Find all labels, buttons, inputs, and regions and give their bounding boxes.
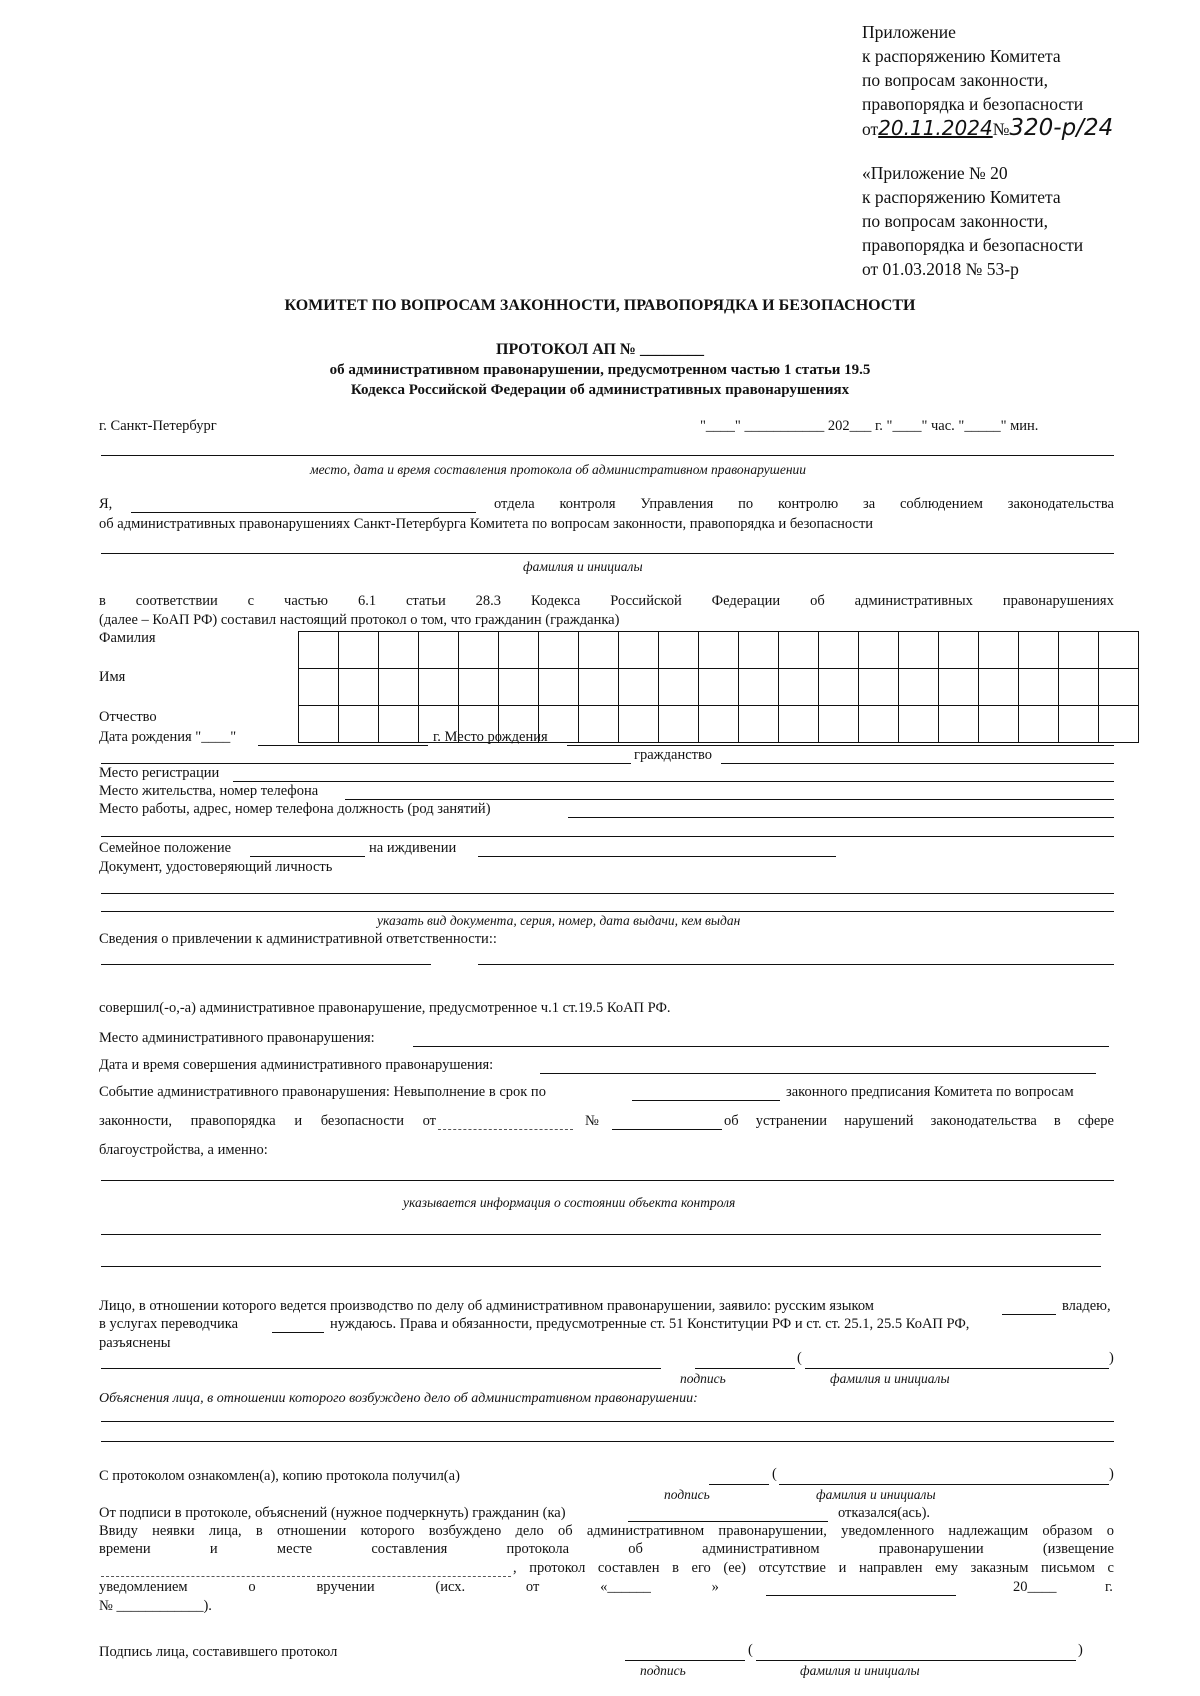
acquainted-sign-line[interactable] <box>709 1484 769 1485</box>
officer-name-line <box>131 512 476 513</box>
rights-paren-open: ( <box>797 1350 802 1366</box>
offense-place-line[interactable] <box>413 1046 1109 1047</box>
i-label: Я, <box>99 496 113 512</box>
registration-line[interactable] <box>233 781 1114 782</box>
appendix-line: по вопросам законности, <box>862 70 1048 90</box>
acquainted-text: С протоколом ознакомлен(а), копию протокола получил(а) <box>99 1468 460 1484</box>
word: правонарушениях <box>1002 593 1114 609</box>
word: (извещение <box>1042 1541 1114 1557</box>
event-no-line[interactable] <box>612 1129 722 1130</box>
word: «______ <box>600 1579 651 1595</box>
word: статьи <box>406 593 446 609</box>
caption-doc: указать вид документа, серия, номер, дата выдачи, кем выдан <box>377 913 741 928</box>
citizenship-label: гражданство <box>634 747 712 763</box>
absence-line-4 <box>99 1579 719 1596</box>
word: вручении <box>316 1579 375 1595</box>
birth-date-line[interactable] <box>258 745 428 746</box>
word: и <box>209 1541 218 1557</box>
refused-line[interactable] <box>628 1521 828 1522</box>
word: о <box>248 1579 256 1595</box>
person-line-2a: в услугах переводчика <box>99 1316 239 1332</box>
offense-time-line[interactable] <box>540 1073 1096 1074</box>
registration-label: Место регистрации <box>99 765 220 781</box>
appendix-block <box>862 20 1083 116</box>
refused-text: От подписи в протоколе, объяснений (нужное подчеркнуть) гражданин (ка) <box>99 1505 566 1521</box>
caption-fio-3: фамилия и инициалы <box>816 1487 936 1502</box>
accordance-line-2: (далее – КоАП РФ) составил настоящий протокол о том, что гражданин (гражданка) <box>99 612 620 628</box>
letter-number: № ____________). <box>99 1598 212 1614</box>
caption-fio: фамилия и инициалы <box>523 559 643 574</box>
id-doc-line-1[interactable] <box>101 893 1114 894</box>
name-grid[interactable] <box>298 631 1139 743</box>
word: Кодекса <box>530 593 581 609</box>
interpreter-line[interactable] <box>272 1332 324 1333</box>
person-line-3: разъяснены <box>99 1335 171 1351</box>
signer-paren-close: ) <box>1078 1642 1083 1658</box>
grid-row-name[interactable] <box>299 669 1139 706</box>
appendix20-line: «Приложение № 20 <box>862 163 1008 183</box>
word: » <box>711 1579 719 1595</box>
object-line[interactable] <box>101 1180 1114 1181</box>
offense-time-label: Дата и время совершения административного правонарушения: <box>99 1057 494 1073</box>
absence-line-2 <box>99 1541 1114 1558</box>
person-line-1a: Лицо, в отношении которого ведется производство по делу об административном правонарушении, заявило: русским языком <box>99 1298 874 1314</box>
committee-title: КОМИТЕТ ПО ВОПРОСАМ ЗАКОННОСТИ, ПРАВОПОРЯДКА И БЕЗОПАСНОСТИ <box>284 297 916 314</box>
caption-sign-2: подпись <box>664 1487 710 1502</box>
name-label: Имя <box>99 669 126 685</box>
event-term-line[interactable] <box>632 1100 780 1101</box>
work-line[interactable] <box>568 817 1114 818</box>
word: частью <box>284 593 328 609</box>
appendix20-line: по вопросам законности, <box>862 211 1048 231</box>
rights-line[interactable] <box>101 1368 661 1369</box>
prior-line[interactable] <box>101 964 431 965</box>
accordance-line <box>99 593 1114 610</box>
acq-paren-close: ) <box>1109 1466 1114 1482</box>
refused-text-b: отказался(ась). <box>838 1505 931 1521</box>
grid-row-surname[interactable] <box>299 632 1139 669</box>
handwritten-date-line <box>862 116 1113 141</box>
word: составления <box>371 1541 448 1557</box>
caption-object: указывается информация о состоянии объекта контроля <box>403 1195 736 1210</box>
id-doc-line-2[interactable] <box>101 911 1114 912</box>
rights-sign-line[interactable] <box>695 1368 795 1369</box>
dept-text: отдела контроля Управления по контролю за соблюдением законодательства <box>494 496 1114 512</box>
word: административном <box>702 1541 820 1557</box>
event-line-3: об устранении нарушений законодательства в сфере <box>724 1113 1114 1129</box>
appendix20-line: от 01.03.2018 № 53-р <box>862 259 1019 279</box>
event-line-4: благоустройства, а именно: <box>99 1142 268 1158</box>
event-date-line[interactable] <box>438 1129 573 1130</box>
appendix20-line: правопорядка и безопасности <box>862 235 1084 255</box>
word: уведомлением <box>99 1579 188 1595</box>
notice-line[interactable] <box>101 1576 511 1577</box>
birth-place-label: г. Место рождения <box>433 729 548 745</box>
event-line-2: законности, правопорядка и безопасности от <box>99 1113 436 1129</box>
word: в <box>99 593 106 609</box>
word: от <box>525 1579 540 1595</box>
caption-fio-2: фамилия и инициалы <box>830 1371 950 1386</box>
appendix-line: к распоряжению Комитета <box>862 46 1061 66</box>
patronymic-label: Отчество <box>99 709 157 725</box>
word: административных <box>854 593 973 609</box>
datetime-line: "____" ___________ 202___ г. "____" час. "_____" мин. <box>700 418 1039 434</box>
committed-text: совершил(-о,-а) административное правонарушение, предусмотренное ч.1 ст.19.5 КоАП РФ. <box>99 1000 671 1016</box>
handwritten-date: 20.11.2024 <box>878 116 993 140</box>
explanations-label: Объяснения лица, в отношении которого возбуждено дело об административном правонарушении: <box>99 1391 698 1406</box>
word: с <box>247 593 255 609</box>
dependents-line[interactable] <box>478 856 836 857</box>
place-line <box>101 455 1114 456</box>
rights-fio-line[interactable] <box>805 1368 1109 1369</box>
explanations-line-1[interactable] <box>101 1421 1114 1422</box>
protocol-subtitle-1: об административном правонарушении, предусмотренном частью 1 статьи 19.5 <box>329 362 871 378</box>
prior-label: Сведения о привлечении к административной ответственности:: <box>99 931 497 947</box>
word: времени <box>99 1541 151 1557</box>
birth-place-line-2[interactable] <box>101 763 631 764</box>
residence-line[interactable] <box>345 799 1114 800</box>
citizenship-line[interactable] <box>721 763 1114 764</box>
surname-label: Фамилия <box>99 630 156 646</box>
absence-line-1: Ввиду неявки лица, в отношении которого возбуждено дело об административном правонарушении, уведомленного надлежащим образом о <box>99 1523 1114 1539</box>
dept-text-2: об административных правонарушениях Санкт-Петербурга Комитета по вопросам законности, правопорядка и безопасности <box>99 516 874 532</box>
id-doc-label: Документ, удостоверяющий личность <box>99 859 333 875</box>
caption-sign-3: подпись <box>640 1663 686 1678</box>
from-label: от <box>862 119 879 139</box>
signer-fio-line[interactable] <box>756 1660 1076 1661</box>
absence-line-3: , протокол составлен в его (ее) отсутствие и направлен ему заказным письмом с <box>513 1560 1114 1576</box>
object-line-2[interactable] <box>101 1234 1101 1235</box>
birth-place-line[interactable] <box>567 745 1114 746</box>
appendix-line: правопорядка и безопасности <box>862 94 1084 114</box>
city: г. Санкт-Петербург <box>99 418 217 434</box>
event-label: Событие административного правонарушения: Невыполнение в срок по <box>99 1084 546 1100</box>
birth-date-label: Дата рождения "____" <box>99 729 237 745</box>
number-label: № <box>992 119 1010 139</box>
signer-sign-line[interactable] <box>625 1660 745 1661</box>
offense-place-label: Место административного правонарушения: <box>99 1030 375 1046</box>
word: месте <box>276 1541 313 1557</box>
year-20: 20____ <box>1013 1579 1057 1595</box>
person-line-1b: владею, <box>1062 1298 1111 1314</box>
letter-month-line[interactable] <box>766 1595 956 1596</box>
explanations-line-2[interactable] <box>101 1441 1114 1442</box>
word: правонарушении <box>878 1541 984 1557</box>
word: (исх. <box>435 1579 466 1595</box>
prior-line-2[interactable] <box>478 964 1114 965</box>
event-prescription: законного предписания Комитета по вопросам <box>786 1084 1074 1100</box>
residence-label: Место жительства, номер телефона <box>99 783 319 799</box>
word: 6.1 <box>357 593 377 609</box>
word: об <box>810 593 825 609</box>
signer-label: Подпись лица, составившего протокол <box>99 1644 338 1660</box>
family-line[interactable] <box>250 856 365 857</box>
appendix20-block <box>862 161 1083 281</box>
acquainted-fio-line[interactable] <box>779 1484 1109 1485</box>
g-label: г. <box>1105 1579 1113 1595</box>
person-line-2b: нуждаюсь. Права и обязанности, предусмотренные ст. 51 Конституции РФ и ст. ст. 25.1, 25.5 КоАП РФ, <box>330 1316 970 1332</box>
handwritten-number: 320-р/24 <box>1009 115 1114 141</box>
word: об <box>628 1541 643 1557</box>
word: Федерации <box>711 593 781 609</box>
work-label: Место работы, адрес, номер телефона должность (род занятий) <box>99 801 491 817</box>
signer-paren-open: ( <box>748 1642 753 1658</box>
family-label: Семейное положение <box>99 840 232 856</box>
caption-sign: подпись <box>680 1371 726 1386</box>
dependents-label: на иждивении <box>369 840 457 856</box>
protocol-title: ПРОТОКОЛ АП № ________ <box>496 341 704 358</box>
grid-row-patronymic[interactable] <box>299 706 1139 743</box>
appendix20-line: к распоряжению Комитета <box>862 187 1061 207</box>
caption-place: место, дата и время составления протокола об административном правонарушении <box>310 462 807 477</box>
word: Российской <box>610 593 682 609</box>
appendix-line: Приложение <box>862 22 956 42</box>
work-line-2[interactable] <box>101 836 1114 837</box>
caption-fio-4: фамилия и инициалы <box>800 1663 920 1678</box>
word: 28.3 <box>475 593 502 609</box>
word: протокола <box>506 1541 570 1557</box>
word: соответствии <box>135 593 218 609</box>
rights-paren-close: ) <box>1109 1350 1114 1366</box>
event-no-label: № <box>585 1113 599 1129</box>
language-line[interactable] <box>1002 1314 1056 1315</box>
officer-fio-line <box>101 553 1114 554</box>
protocol-subtitle-2: Кодекса Российской Федерации об административных правонарушениях <box>350 382 850 398</box>
object-line-3[interactable] <box>101 1266 1101 1267</box>
acq-paren-open: ( <box>772 1466 777 1482</box>
